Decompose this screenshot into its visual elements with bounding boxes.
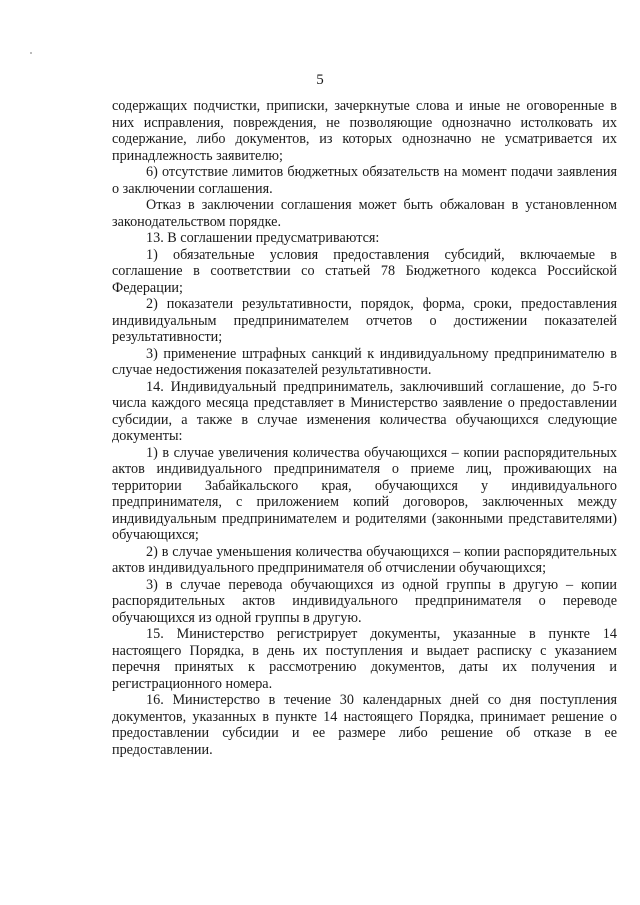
paragraph-section-15: 15. Министерство регистрирует документы, указанные в пункте 14 настоящего Порядка, в день их поступления и выдает расписку с указанием перечня принятых к рассмотрению документов, даты их получения и регистрационного номера. — [112, 626, 617, 692]
paragraph-13-item-2: 2) показатели результативности, порядок, форма, сроки, предоставления индивидуальным предпринимателем отчетов о достижении показателей результативности; — [112, 296, 617, 345]
paragraph-14-item-2: 2) в случае уменьшения количества обучающихся – копии распорядительных актов индивидуального предпринимателя об отчислении обучающихся; — [112, 543, 617, 576]
paragraph-refusal-appeal: Отказ в заключении соглашения может быть обжалован в установленном законодательством порядке. — [112, 197, 617, 230]
paragraph-continuation: содержащих подчистки, приписки, зачеркнутые слова и иные не оговоренные в них исправления, повреждения, не позволяющие однозначно истолковать их содержание, либо документов, из которых однозначно не усматривается их принадлежность заявителю; — [112, 98, 617, 164]
paragraph-section-14: 14. Индивидуальный предприниматель, заключивший соглашение, до 5-го числа каждого месяца представляет в Министерство заявление о предоставлении субсидии, а также в случае изменения количества обучающихся следующие документы: — [112, 378, 617, 444]
paragraph-item-6: 6) отсутствие лимитов бюджетных обязательств на момент подачи заявления о заключении соглашения. — [112, 164, 617, 197]
scan-speck — [30, 52, 32, 54]
paragraph-section-16: 16. Министерство в течение 30 календарных дней со дня поступления документов, указанных в пункте 14 настоящего Порядка, принимает решение о предоставлении субсидии и ее размере либо решение об отказе в ее предоставлении. — [112, 692, 617, 758]
paragraph-section-13: 13. В соглашении предусматриваются: — [146, 230, 380, 246]
paragraph-13-item-1: 1) обязательные условия предоставления субсидий, включаемые в соглашение в соответствии со статьей 78 Бюджетного кодекса Российской Федерации; — [112, 246, 617, 296]
paragraph-14-item-1: 1) в случае увеличения количества обучающихся – копии распорядительных актов индивидуального предпринимателя о приеме лиц, проживающих на территории Забайкальского края, обучающихся у индивидуального предпринимателя, с приложением копий договоров, заключенных между индивидуальным предпринимателем и родителями (законными представителями) обучающихся; — [112, 444, 617, 543]
paragraph-14-item-3: 3) в случае перевода обучающихся из одной группы в другую – копии распорядительных актов индивидуального предпринимателя о переводе обучающихся из одной группы в другую. — [112, 576, 617, 626]
paragraph-13-item-3: 3) применение штрафных санкций к индивидуальному предпринимателю в случае недостижения показателей результативности. — [112, 345, 617, 378]
document-body — [112, 98, 617, 758]
page-number: 5 — [316, 72, 324, 88]
